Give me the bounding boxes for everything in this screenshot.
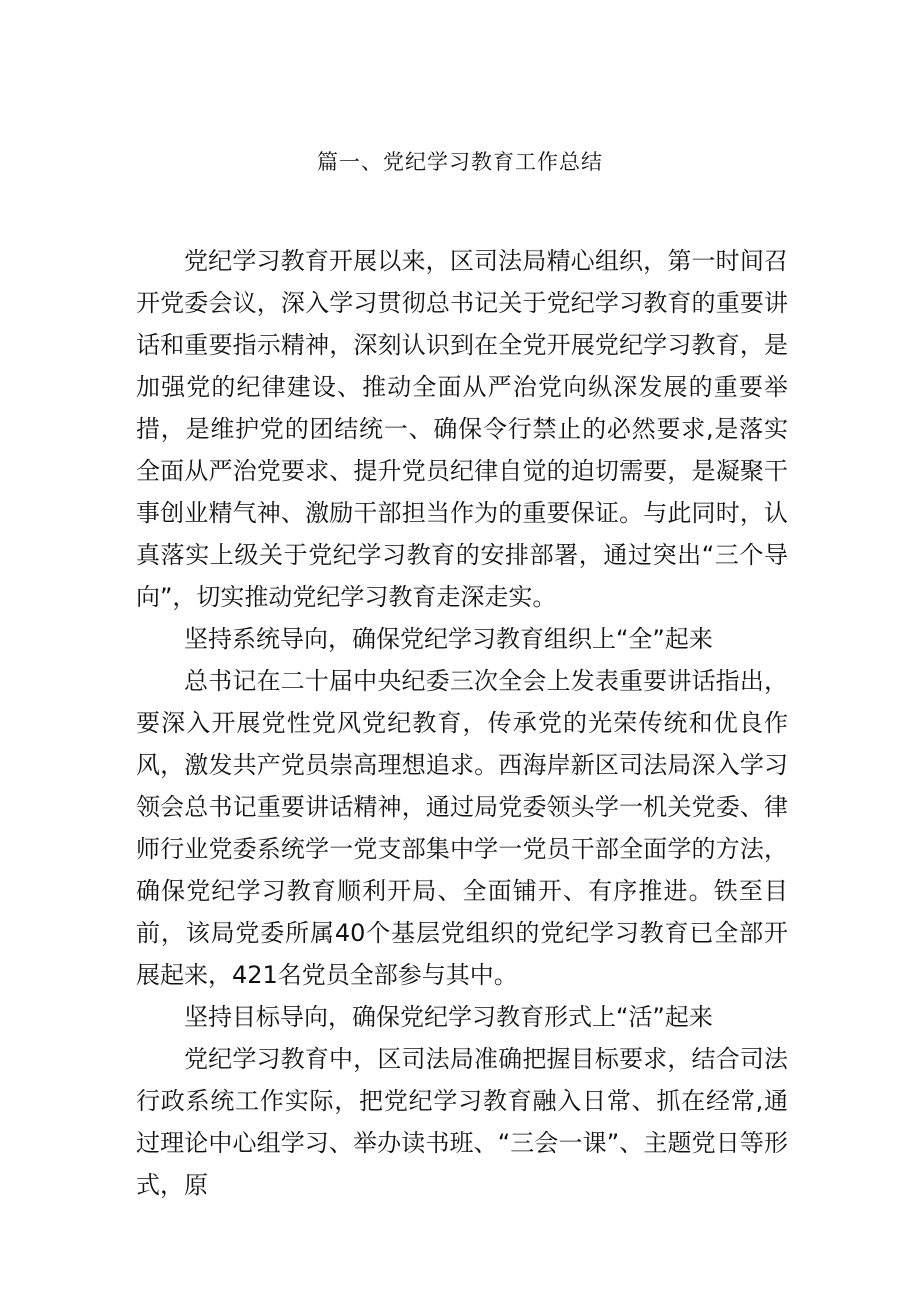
paragraph-intro: 党纪学习教育开展以来，区司法局精心组织，第一时间召开党委会议，深入学习贯彻总书记关于党纪学习教育的重要讲话和重要指示精神，深刻认识到在全党开展党纪学习教育，是加强党的纪律建设、推动全面从严治党向纵深发展的重要举措，是维护党的团结统一、确保令行禁止的必然要求,是落实全面从严治党要求、提升党员纪律自觉的迫切需要，是凝聚干事创业精气神、激励干部担当作为的重要保证。与此同时，认真落实上级关于党纪学习教育的安排部署，通过突出“三个导向”，切实推动党纪学习教育走深走实。 [136, 247, 788, 611]
paragraph-target: 党纪学习教育中，区司法局准确把握目标要求，结合司法行政系统工作实际，把党纪学习教育融入日常、抓在经常,通过理论中心组学习、举办读书班、“三会一课”、主题党日等形式，原 [136, 1045, 788, 1199]
section-heading-system: 坚持系统导向，确保党纪学习教育组织上“全”起来 [184, 625, 713, 653]
document-title: 篇一、党纪学习教育工作总结 [317, 150, 603, 174]
paragraph-system: 总书记在二十届中央纪委三次全会上发表重要讲话指出，要深入开展党性党风党纪教育，传承党的光荣传统和优良作风，激发共产党员崇高理想追求。西海岸新区司法局深入学习领会总书记重要讲话精神，通过局党委领头学一机关党委、律师行业党委系统学一党支部集中学一党员干部全面学的方法，确保党纪学习教育顺利开局、全面铺开、有序推进。铁至目前，该局党委所属40个基层党组织的党纪学习教育已全部开展起来，421名党员全部参与其中。 [136, 667, 788, 989]
section-heading-target: 坚持目标导向，确保党纪学习教育形式上“活”起来 [184, 1003, 713, 1031]
document-body [136, 240, 788, 1206]
